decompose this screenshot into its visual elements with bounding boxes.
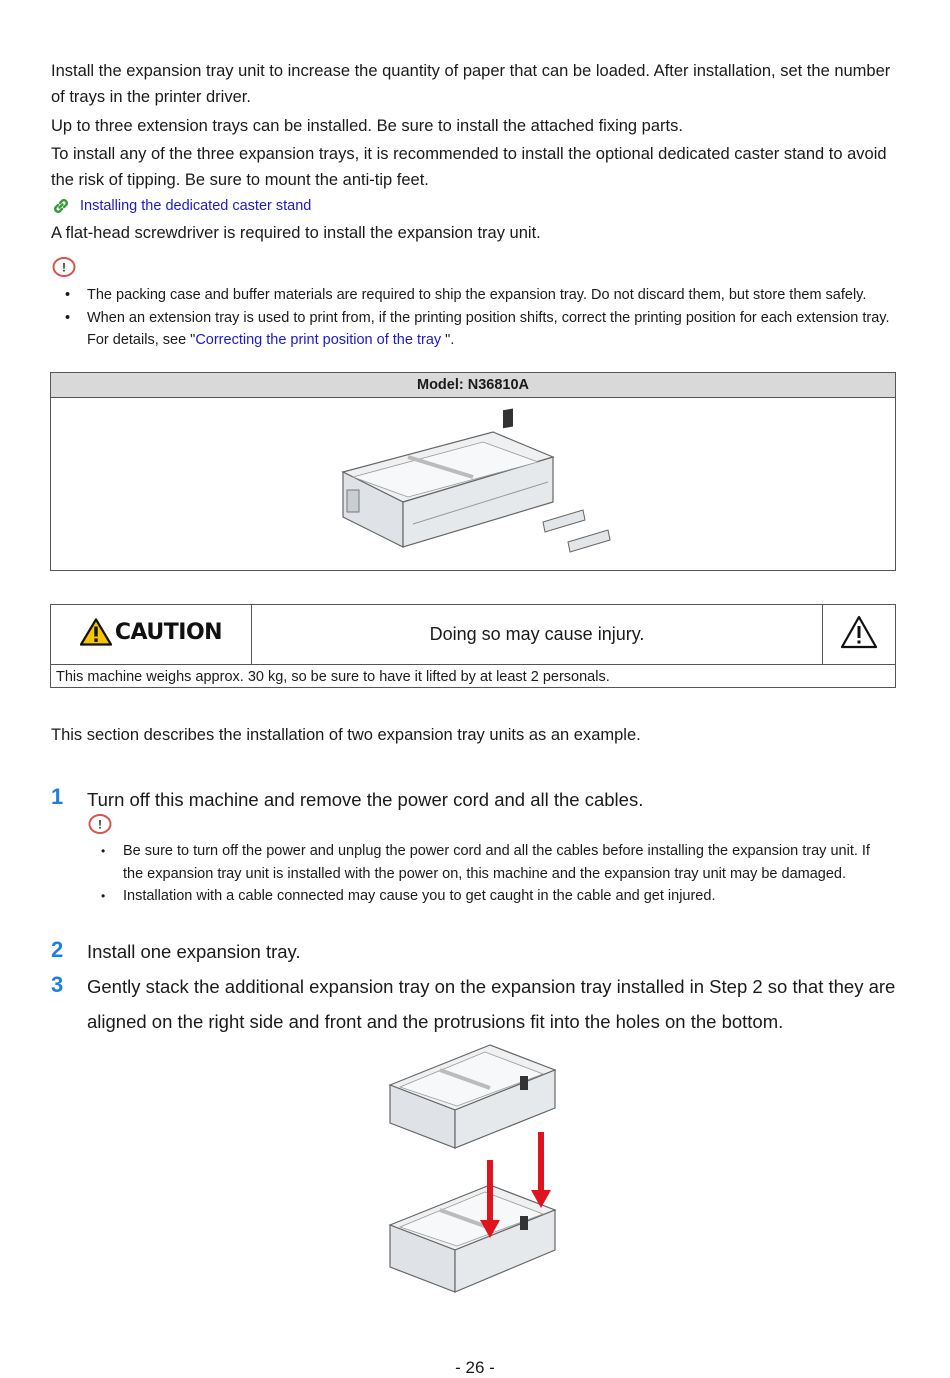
step-2-text: Install one expansion tray.: [87, 941, 301, 962]
caution-label: CAUTION: [114, 619, 223, 645]
svg-text:!: !: [98, 817, 102, 832]
caution-headline: Doing so may cause injury.: [252, 605, 823, 665]
list-item: • Be sure to turn off the power and unplug the power cord and all the cables before installing the expansion tray unit. If the expansion tray unit is installed with the power on, this machine and the expansion tray unit may be damaged.: [87, 840, 887, 885]
caution-triangle-icon: [80, 618, 112, 646]
caution-symbol-cell: [823, 605, 896, 665]
model-table: [50, 372, 896, 571]
caution-detail: This machine weighs approx. 30 kg, so be sure to have it lifted by at least 2 personals.: [51, 665, 896, 688]
intro-paragraph-4: A flat-head screwdriver is required to install the expansion tray unit.: [51, 224, 541, 242]
step-1-text: Turn off this machine and remove the power cord and all the cables.: [87, 789, 644, 810]
list-item: • Installation with a cable connected may cause you to get caught in the cable and get injured.: [87, 885, 887, 908]
expansion-tray-image: [323, 402, 623, 562]
intro-paragraph-2: Up to three extension trays can be installed. Be sure to install the attached fixing parts.: [51, 117, 683, 135]
caster-stand-link[interactable]: [51, 196, 311, 216]
model-image-cell: [51, 398, 896, 571]
step-3-text: Gently stack the additional expansion tray on the expansion tray installed in Step 2 so that they are aligned on the right side and front and the protrusions fit into the holes on the bottom.: [87, 976, 896, 1032]
step-1-notes: [87, 840, 887, 908]
warning-circle-icon: [52, 255, 76, 284]
svg-text:!: !: [62, 260, 66, 275]
notes-list: [51, 284, 891, 352]
model-table-header: Model: N36810A: [51, 373, 896, 398]
caution-triangle-icon: [840, 615, 878, 649]
step-3-number: 3: [51, 972, 64, 997]
list-item: • The packing case and buffer materials are required to ship the expansion tray. Do not discard them, but store them safely.: [51, 284, 891, 307]
print-position-link[interactable]: Correcting the print position of the tray: [195, 332, 442, 348]
arrow-down-icon: [531, 1132, 551, 1208]
caution-label-cell: [51, 605, 252, 665]
caster-stand-link-text[interactable]: Installing the dedicated caster stand: [80, 198, 312, 214]
intro-paragraph-3: To install any of the three expansion trays, it is recommended to install the optional dedicated caster stand to avoid the risk of tipping. Be sure to mount the anti-tip feet.: [51, 145, 887, 189]
stacking-illustration: [385, 1040, 565, 1307]
link-icon: [51, 196, 71, 216]
step-1-number: 1: [51, 784, 64, 809]
section-description: This section describes the installation of two expansion tray units as an example.: [51, 726, 641, 744]
caution-table: [50, 604, 896, 688]
warning-circle-icon: [88, 812, 112, 841]
page-number: - 26 -: [455, 1358, 495, 1377]
step-2-number: 2: [51, 937, 64, 962]
list-item: • When an extension tray is used to print from, if the printing position shifts, correct the printing position for each extension tray. For details, see "Correcting the print position of the tray ".: [51, 307, 891, 352]
intro-paragraph-1: Install the expansion tray unit to increase the quantity of paper that can be loaded. After installation, set the number of trays in the printer driver.: [51, 62, 891, 106]
